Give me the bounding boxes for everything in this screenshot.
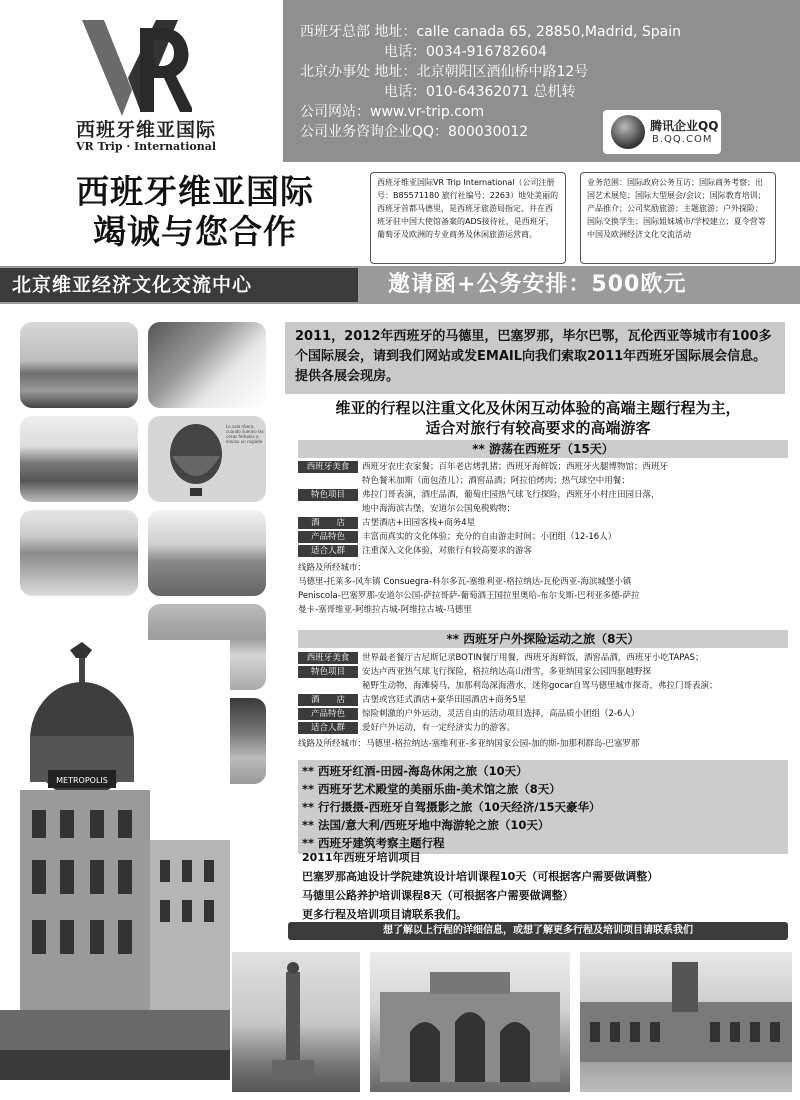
trip1-tag: 产品特色 xyxy=(298,531,358,543)
slogan xyxy=(30,172,360,252)
trip1-text: 丰富而真实的文化体验；充分的自由游走时间；小团组（12-16人） xyxy=(362,532,617,542)
monastery-photo xyxy=(20,416,138,502)
qq-badge-title: 腾讯企业QQ xyxy=(650,119,719,133)
ski-photo xyxy=(148,322,266,408)
metropolis-sign: METROPOLIS xyxy=(56,776,108,785)
more-trip-item: ** 西班牙建筑考察主题行程 xyxy=(302,836,445,850)
trip1-text: 西班牙农庄农家餐；百年老店烤乳猪；西班牙海鲜饭；西班牙火腿博物馆；西班牙 xyxy=(362,462,669,472)
trip2-route-line: 马德里-格拉纳达-塞维利亚-多亚纳国家公园-加的斯-加那利群岛-巴塞罗那 xyxy=(366,739,640,749)
trip1-tag: 西班牙美食 xyxy=(298,461,358,473)
trip2-route-label: 线路及所经城市： xyxy=(298,739,367,749)
band-right-price: 邀请函+公务安排：500欧元 xyxy=(388,272,687,297)
brand-name-en: VR Trip · International xyxy=(75,140,217,153)
trip2-title: ** 西班牙户外探险运动之旅（8天） xyxy=(298,630,788,648)
company-info-box: 西班牙维亚国际VR Trip International（公司注册号：B85571180 旅行社编号：2263）地处美丽的西班牙首都马德里，是西班牙旅游局指定、并在西班牙驻中国大使馆备案的ADS接待社，是西班牙，葡萄牙及欧洲的专业商务及休闲旅游运营商。 xyxy=(370,172,566,264)
cathedral-photo xyxy=(148,510,266,596)
training-section xyxy=(302,848,792,924)
trip2-row xyxy=(298,707,793,721)
trip1-row xyxy=(298,474,793,488)
hq-phone: 电话：0034-916782604 xyxy=(384,44,547,60)
trip1-text: 弗拉门哥表演，酒庄品酒，葡萄庄园热气球飞行探险，西班牙小村庄田园日落， xyxy=(362,490,660,500)
trip2-text: 安达卢西亚热气球飞行探险，格拉纳达高山滑雪，多亚纳国家公园四驱越野探 xyxy=(362,667,652,677)
business-scope-box: 业务范围：国际政府公务互访；国际商务考察；出国艺术展览；国际大型展会/会议；国际教育培训；产品推介；公司奖励旅游；主题旅游；户外探险；国际交换学生；国际姐妹城市/学校建立；夏令营等中国及欧洲经济文化交流活动 xyxy=(580,172,776,264)
trip1-tag: 酒 店 xyxy=(298,517,358,529)
training-title: 2011年西班牙培训项目 xyxy=(302,851,421,864)
trip2-tag: 产品特色 xyxy=(298,708,358,720)
trip1-row xyxy=(298,460,793,474)
trip2-text: 世界最老餐厅吉尼斯记录BOTIN餐厅用餐，西班牙海鲜饭，酒窖品酒，西班牙小吃TAPAS； xyxy=(362,653,704,663)
training-item: 更多行程及培训项目请联系我们。 xyxy=(302,908,467,921)
trip1-route-label: 线路及所经城市： xyxy=(298,563,367,573)
plaza-building-icon xyxy=(580,952,792,1092)
itinerary-headline xyxy=(283,398,793,438)
trip2-text: 惊险刺激的户外运动，灵活自由的活动项目选择，高品质小团组（2-6人） xyxy=(362,709,640,719)
trip1-row xyxy=(298,530,793,544)
harbor-photo xyxy=(20,322,138,408)
headline-line2: 适合对旅行有较高要求的高端游客 xyxy=(425,419,651,437)
qq-badge-url: B.QQ.COM xyxy=(652,134,713,145)
more-trip-item: ** 西班牙艺术殿堂的美丽乐曲-美术馆之旅（8天） xyxy=(302,782,561,796)
qq-contact: 公司业务咨询企业QQ：800030012 xyxy=(300,124,529,140)
beijing-address: 北京办事处 地址：北京朝阳区酒仙桥中路12号 xyxy=(300,64,589,80)
trip1-route-line: Peniscola-巴塞罗那-安道尔公国-萨拉哥萨-葡萄酒王国拉里奥哈-布尔戈斯-巴利亚多德-萨拉 xyxy=(298,591,640,601)
trip2-details xyxy=(298,651,793,751)
alcala-gate-photo xyxy=(370,952,570,1092)
trip2-row xyxy=(298,721,793,735)
trip1-row xyxy=(298,516,793,530)
plaza-espana-photo xyxy=(580,952,792,1092)
website-link[interactable]: 公司网站：www.vr-trip.com xyxy=(300,104,485,120)
trip1-text: 地中海海滨古堡，安道尔公国免税购物； xyxy=(362,504,516,514)
qq-globe-icon xyxy=(611,115,645,149)
column-monument-icon xyxy=(232,952,360,1092)
gate-arch-icon xyxy=(370,952,570,1092)
trip2-row xyxy=(298,651,793,665)
trip2-tag: 特色项目 xyxy=(298,666,358,678)
trip2-tag: 适合人群 xyxy=(298,722,358,734)
trip1-text: 古堡酒店+田园客栈+商务4星 xyxy=(362,518,476,528)
more-trip-item: ** 行行摄摄-西班牙自驾摄影之旅（10天经济/15天豪华） xyxy=(302,800,601,814)
headline-line1: 维亚的行程以注重文化及休闲互动体验的高端主题行程为主， xyxy=(335,399,741,417)
beijing-phone: 电话：010-64362071 总机转 xyxy=(384,84,576,100)
contact-cta-bar[interactable]: 想了解以上行程的详细信息，或想了解更多行程及培训项目请联系我们 xyxy=(288,922,788,940)
trip2-tag: 酒 店 xyxy=(298,694,358,706)
trip1-title: ** 游荡在西班牙（15天） xyxy=(298,440,788,458)
brand-name-cn: 西班牙维亚国际 xyxy=(75,119,216,141)
trip2-row xyxy=(298,679,793,693)
trip1-tag: 特色项目 xyxy=(298,489,358,501)
more-trip-item: ** 法国/意大利/西班牙地中海游轮之旅（10天） xyxy=(302,818,550,832)
metropolis-building-photo xyxy=(0,640,230,1080)
more-trips-box xyxy=(298,760,788,854)
trip1-route-line: 曼卡-塞哥维亚-阿维拉古城-阿维拉古城-马德里 xyxy=(298,605,472,615)
monument-photo xyxy=(232,952,360,1092)
trip2-text: 秘野生动物，海滩骑马，加那利岛深海潜水，迷你gocar自驾马德里城市探奇，弗拉门哥表演； xyxy=(362,681,718,691)
training-item: 巴塞罗那高迪设计学院建筑设计培训课程10天（可根据客户需要做调整） xyxy=(302,870,659,883)
trip2-tag: 西班牙美食 xyxy=(298,652,358,664)
slogan-line1: 西班牙维亚国际 xyxy=(76,172,314,211)
metropolis-building-icon xyxy=(0,640,230,1080)
trip1-text: 特色餐米加斯（面包渣儿）；酒窖品酒；阿拉伯烤肉；热气球空中用餐； xyxy=(362,476,630,486)
royal-palace-photo xyxy=(20,510,138,596)
trip2-text: 古堡或宫廷式酒店+豪华田园酒店+商务5星 xyxy=(362,695,527,705)
trip1-details xyxy=(298,460,793,617)
trip2-row xyxy=(298,665,793,679)
book-text: La cala ribera, cuando ilumino las cosas ferbolas y enviou un rogiado xyxy=(226,424,264,444)
band-left-title: 北京维亚经济文化交流中心 xyxy=(0,268,358,302)
trip2-route xyxy=(298,737,793,751)
trip2-row xyxy=(298,693,793,707)
expo-intro: 2011，2012年西班牙的马德里，巴塞罗那，毕尔巴鄂，瓦伦西亚等城市有100多个国际展会，请到我们网站或发EMAIL向我们索取2011年西班牙国际展会信息。提供各展会现房。 xyxy=(285,322,785,394)
trip1-tag: 适合人群 xyxy=(298,545,358,557)
trip2-text: 爱好户外运动，有一定经济实力的游客。 xyxy=(362,723,516,733)
more-trip-item: ** 西班牙红酒-田园-海岛休闲之旅（10天） xyxy=(302,764,528,778)
hq-address: 西班牙总部 地址：calle canada 65, 28850,Madrid, Spain xyxy=(300,24,682,40)
balloon-photo xyxy=(148,416,266,502)
trip1-row xyxy=(298,544,793,558)
trip1-row xyxy=(298,488,793,502)
trip1-text: 注重深入文化体验，对旅行有较高要求的游客 xyxy=(362,546,533,556)
trip1-row xyxy=(298,502,793,516)
vr-logo-icon xyxy=(82,20,192,116)
training-item: 马德里公路养护培训课程8天（可根据客户需要做调整） xyxy=(302,889,574,902)
trip1-route-line: 马德里-托莱多-风车镇 Consuegra-科尔多瓦-塞维利亚-格拉纳达-瓦伦西亚-海滨城堡小镇 xyxy=(298,577,632,587)
slogan-line2: 竭诚与您合作 xyxy=(93,212,297,251)
